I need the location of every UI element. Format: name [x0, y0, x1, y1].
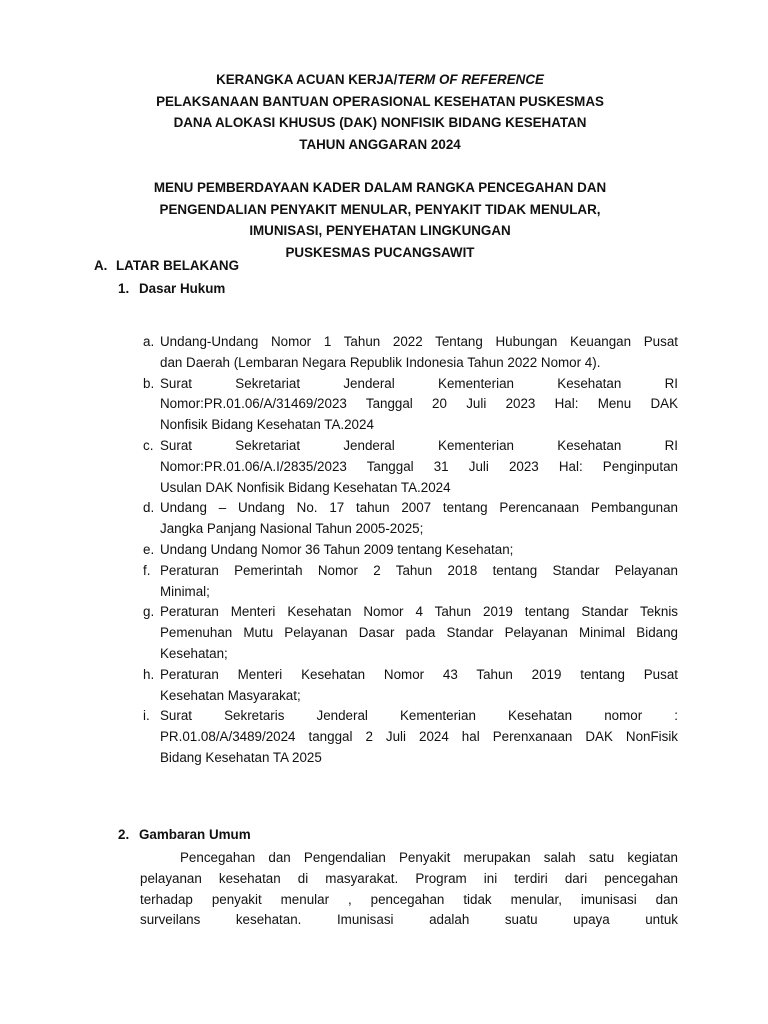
list-marker: a. — [143, 334, 155, 349]
paragraph-line: pelayanan kesehatan di masyarakat. Program ini terdiri dari pencegahan — [140, 870, 678, 886]
list-item-line: PR.01.08/A/3489/2024 tanggal 2 Juli 2024 hal Perenxanaan DAK NonFisik — [160, 729, 678, 745]
list-item-line: Jangka Panjang Nasional Tahun 2005-2025; — [160, 521, 424, 537]
list-item — [143, 561, 678, 603]
title-line-4: TAHUN ANGGARAN 2024 — [299, 136, 461, 152]
list-marker: g. — [143, 604, 155, 620]
paragraph-line: surveilans kesehatan. Imunisasi adalah suatu upaya untuk — [140, 912, 678, 928]
list-marker: d. — [143, 500, 155, 516]
section-letter: A. — [94, 258, 108, 273]
list-item-line: Surat Sekretariat Jenderal Kementerian Kesehatan RI — [160, 375, 678, 391]
list-item-line: Nomor:PR.01.06/A/31469/2023 Tanggal 20 Juli 2023 Hal: Menu DAK — [160, 396, 678, 412]
list-item-line: Bidang Kesehatan TA 2025 — [160, 749, 322, 765]
list-item-line: Peraturan Menteri Kesehatan Nomor 43 Tahun 2019 tentang Pusat — [160, 666, 678, 682]
list-marker: c. — [143, 437, 154, 453]
subsection-heading-2 — [118, 827, 251, 842]
menu-line-1: MENU PEMBERDAYAAN KADER DALAM RANGKA PENCEGAHAN DAN — [153, 180, 607, 195]
list-item — [143, 602, 678, 664]
list-item — [143, 436, 678, 498]
section-title: LATAR BELAKANG — [116, 258, 239, 273]
overview-paragraph — [140, 848, 678, 931]
document-title — [60, 69, 700, 263]
subsection-title: Dasar Hukum — [139, 281, 226, 296]
list-item-line: Kesehatan; — [160, 645, 228, 661]
list-item-line: Undang – Undang No. 17 tahun 2007 tentang Perencanaan Pembangunan — [160, 500, 678, 516]
list-marker: b. — [143, 375, 155, 391]
legal-basis-list — [143, 332, 678, 769]
title-line-2: PELAKSANAAN BANTUAN OPERASIONAL KESEHATAN PUSKESMAS — [156, 93, 604, 109]
list-marker: f. — [143, 562, 151, 578]
list-item-line: Surat Sekretariat Jenderal Kementerian Kesehatan RI — [160, 437, 678, 453]
list-item — [143, 665, 678, 707]
subsection-title: Gambaran Umum — [139, 827, 251, 842]
title-line-3: DANA ALOKASI KHUSUS (DAK) NONFISIK BIDANG KESEHATAN — [173, 115, 587, 130]
subsection-heading-1 — [118, 281, 225, 296]
list-item-line: Kesehatan Masyarakat; — [160, 687, 301, 703]
title-gap — [60, 155, 700, 177]
menu-line-3: IMUNISASI, PENYEHATAN LINGKUNGAN — [249, 223, 511, 238]
list-item — [143, 498, 678, 540]
list-item-line: Surat Sekretaris Jenderal Kementerian Kesehatan nomor : — [160, 708, 678, 724]
paragraph-line: Pencegahan dan Pengendalian Penyakit merupakan salah satu kegiatan — [180, 850, 678, 865]
list-item-line: Peraturan Menteri Kesehatan Nomor 4 Tahun 2019 tentang Standar Teknis — [160, 604, 678, 620]
list-marker: i. — [143, 708, 150, 724]
list-marker: e. — [143, 541, 155, 557]
subsection-number: 2. — [118, 827, 130, 842]
list-item-line: Peraturan Pemerintah Nomor 2 Tahun 2018 tentang Standar Pelayanan — [160, 562, 678, 578]
list-item-line: Undang Undang Nomor 36 Tahun 2009 tentang Kesehatan; — [160, 541, 514, 557]
title-italic: TERM OF REFERENCE — [397, 72, 544, 87]
menu-line-2: PENGENDALIAN PENYAKIT MENULAR, PENYAKIT TIDAK MENULAR, — [159, 201, 601, 217]
list-item-line: Minimal; — [160, 583, 210, 599]
list-item-line: Undang-Undang Nomor 1 Tahun 2022 Tentang Hubungan Keuangan Pusat — [160, 334, 678, 349]
section-heading-a — [94, 258, 239, 273]
list-item — [143, 374, 678, 436]
title-line-1: KERANGKA ACUAN KERJA/TERM OF REFERENCE — [216, 72, 544, 87]
list-item — [143, 540, 678, 561]
list-item — [143, 332, 678, 374]
menu-line-4: PUSKESMAS PUCANGSAWIT — [285, 244, 475, 260]
list-item — [143, 706, 678, 768]
list-item-line: dan Daerah (Lembaran Negara Republik Indonesia Tahun 2022 Nomor 4). — [160, 354, 601, 370]
subsection-number: 1. — [118, 281, 130, 296]
list-marker: h. — [143, 666, 155, 682]
list-item-line: Nonfisik Bidang Kesehatan TA.2024 — [160, 417, 374, 433]
list-item-line: Pemenuhan Mutu Pelayanan Dasar pada Standar Pelayanan Minimal Bidang — [160, 625, 678, 641]
paragraph-line: terhadap penyakit menular , pencegahan tidak menular, imunisasi dan — [140, 891, 678, 907]
list-item-line: Nomor:PR.01.06/A.I/2835/2023 Tanggal 31 Juli 2023 Hal: Penginputan — [160, 458, 678, 474]
list-item-line: Usulan DAK Nonfisik Bidang Kesehatan TA.2024 — [160, 479, 451, 495]
